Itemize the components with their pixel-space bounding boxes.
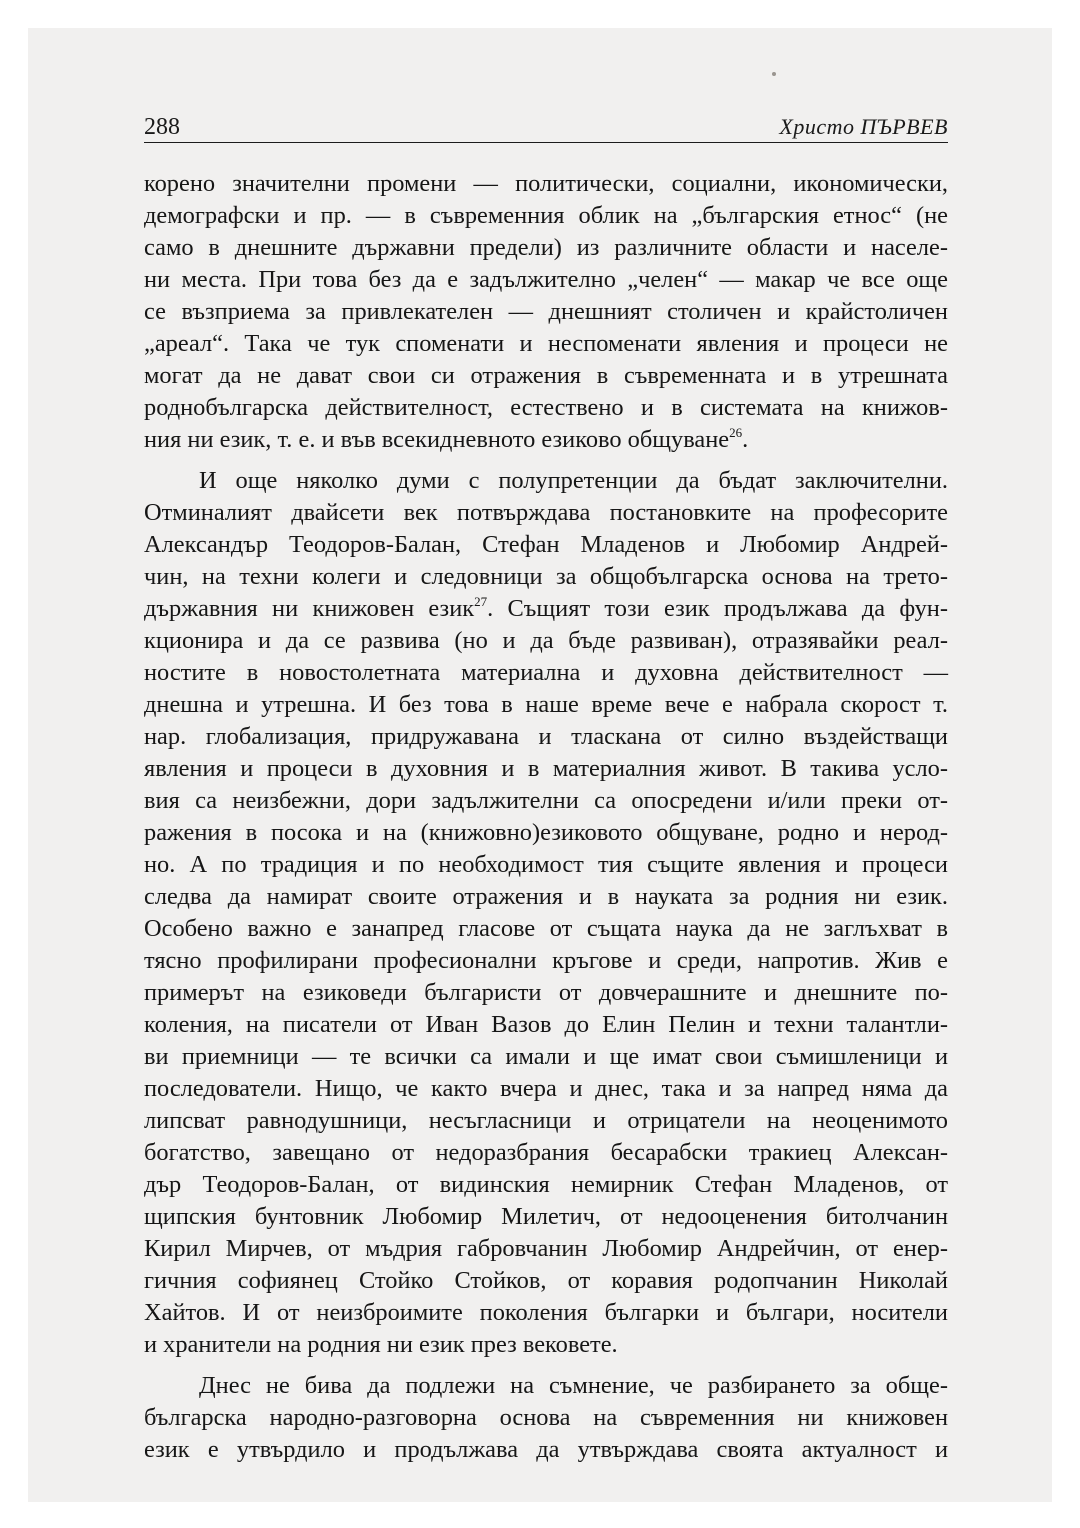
text-line: Отминалият двайсети век потвърждава постановките на професорите — [144, 499, 948, 526]
text-line: чин, на техни колеги и следовници за общобългарска основа на трето- — [144, 563, 948, 590]
text-line: Хайтов. И от неизброимите поколения българки и българи, носители — [144, 1299, 948, 1326]
text-line: нар. глобализация, придружавана и тласкана от силно въздействащи — [144, 723, 948, 750]
text-line: но. А по традиция и по необходимост тия същите явления и процеси — [144, 851, 948, 878]
text-line: ностите в новостолетната материална и духовна действителност — — [144, 659, 948, 686]
text-line: българска народно-разговорна основа на съвременния ни книжовен — [144, 1404, 948, 1431]
text-line: днешна и утрешна. И без това в наше време вече е набрала скорост т. — [144, 691, 948, 718]
footnote-ref[interactable]: 26 — [729, 425, 743, 440]
text-line: Кирил Мирчев, от мъдрия габровчанин Любомир Андрейчин, от енер- — [144, 1235, 948, 1262]
text-line: ви приемници — те всички са имали и ще имат свои съмишленици и — [144, 1043, 948, 1070]
text-line: могат да не дават свои си отражения в съвременната и в утрешната — [144, 362, 948, 389]
text-line: следва да намират своите отражения и в науката за родния ни език. — [144, 883, 948, 910]
text-line: „ареал“. Така че тук споменати и неспоменати явления и процеси не — [144, 330, 948, 357]
text-line: коления, на писатели от Иван Вазов до Елин Пелин и техни талантли- — [144, 1011, 948, 1038]
text-line: явления и процеси в духовния и в материалния живот. В такива усло- — [144, 755, 948, 782]
text-line: и хранители на родния ни език през вековете. — [144, 1331, 618, 1358]
paragraph-1 — [144, 168, 948, 456]
text-line: език е утвърдило и продължава да утвърждава своята актуалност и — [144, 1436, 948, 1463]
text-line: примерът на езиковеди българисти от довчерашните и днешните по- — [144, 979, 948, 1006]
text-line: държавния ни книжовен език$^{27}$. Същият този език продължава да фун- — [144, 594, 948, 622]
text-line: дър Теодоров-Балан, от видинския немирник Стефан Младенов, от — [144, 1171, 948, 1198]
text-line: последователи. Нищо, че както вчера и днес, така и за напред няма да — [144, 1075, 948, 1102]
text-line: щипския бунтовник Любомир Милетич, от недооценения битолчанин — [144, 1203, 948, 1230]
text-line: се възприема за привлекателен — днешният столичен и крайстоличен — [144, 298, 948, 325]
text-line: Днес не бива да подлежи на съмнение, че разбирането за обще- — [199, 1372, 948, 1399]
paragraph-2 — [144, 465, 948, 1361]
text-line: роднобългарска действителност, естествено и в системата на книжов- — [144, 394, 948, 421]
paper-speck — [772, 72, 776, 76]
footnote-ref[interactable]: 27 — [474, 594, 488, 609]
text-line: вия са неизбежни, дори задължителни са опосредени и/или преки от- — [144, 787, 948, 814]
running-title: Христо ПЪРВЕВ — [779, 114, 948, 139]
text-line: тясно профилирани професионални кръгове и среди, напротив. Жив е — [144, 947, 948, 974]
text-line: ния ни език, т. е. и във всекидневното езиково общуване$^{26}$. — [144, 425, 749, 453]
text-line: корено значителни промени — политически, социални, икономически, — [144, 170, 948, 197]
text-line: Александър Теодоров-Балан, Стефан Младенов и Любомир Андрей- — [144, 531, 948, 558]
running-header — [144, 112, 948, 143]
body-text — [144, 168, 948, 1466]
text-line: кционира и да се развива (но и да бъде развиван), отразявайки реал- — [144, 627, 948, 654]
text-line: ражения в посока и на (книжовно)езиковото общуване, родно и нерод- — [144, 819, 948, 846]
text-line: Особено важно е занапред гласове от същата наука да не заглъхват в — [144, 915, 948, 942]
text-line: липсват равнодушници, несъгласници и отрицатели на неоценимото — [144, 1107, 948, 1134]
text-line: ни места. При това без да е задължително „челен“ — макар че все още — [144, 266, 948, 293]
text-line: богатство, завещано от недоразбрания бесарабски тракиец Алексан- — [144, 1139, 948, 1166]
text-line: демографски и пр. — в съвременния облик на „българския етнос“ (не — [144, 202, 948, 229]
text-line: само в днешните държавни предели) из различните области и населе- — [144, 234, 948, 261]
page-number: 288 — [144, 114, 180, 140]
text-line: И още няколко думи с полупретенции да бъдат заключителни. — [199, 467, 948, 494]
text-line: гичния софиянец Стойко Стойков, от коравия родопчанин Николай — [144, 1267, 948, 1294]
paragraph-3 — [144, 1370, 948, 1466]
